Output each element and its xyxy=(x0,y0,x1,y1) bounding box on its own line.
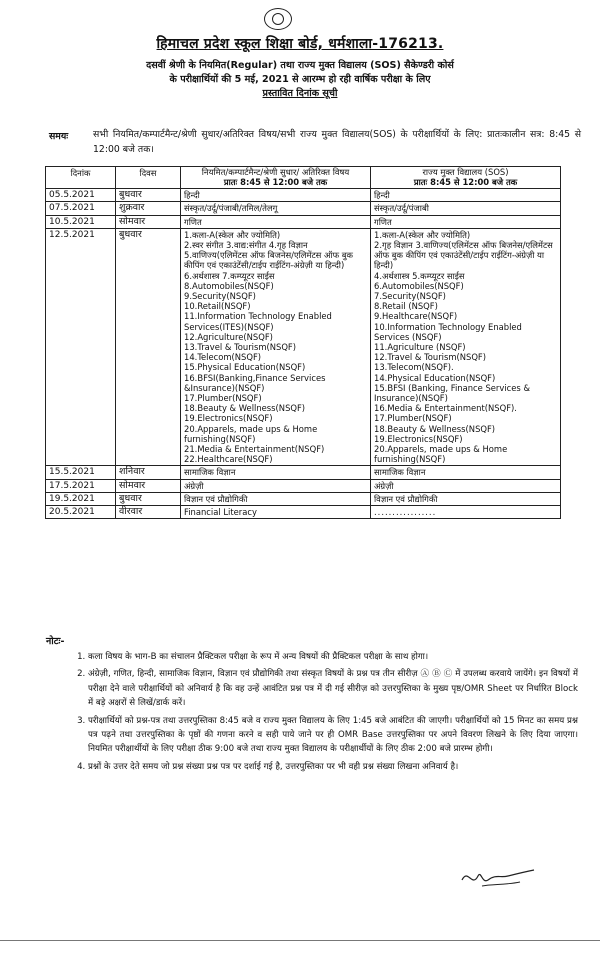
list-item: 18.Beauty & Wellness(NSQF) xyxy=(184,403,306,414)
notes-label: नोटः- xyxy=(46,636,65,647)
notes-list xyxy=(62,650,578,777)
row-sos-subject: विज्ञान एवं प्रौद्योगिकी xyxy=(371,492,561,505)
header-sos-title: राज्य मुक्त विद्यालय (SOS) xyxy=(422,167,509,177)
row-date: 05.5.2021 xyxy=(46,189,116,202)
list-item: 22.Healthcare(NSQF) xyxy=(184,454,273,465)
row-date: 17.5.2021 xyxy=(46,479,116,492)
page-bottom-rule xyxy=(0,940,600,941)
table-row xyxy=(46,466,561,479)
row-day: बुधवार xyxy=(116,189,181,202)
page-subtitle xyxy=(40,59,560,101)
list-item: 17.Plumber(NSQF) xyxy=(184,393,262,404)
subtitle-line-1: दसवीं श्रेणी के नियमित(Regular) तथा राज्य मुक्त विद्यालय (SOS) सैकेण्डरी कोर्स xyxy=(146,60,454,71)
row-day: शुक्रवार xyxy=(116,202,181,215)
row-regular-subject: संस्कृत/उर्दू/पंजाबी/तमिल/तेलगू xyxy=(181,202,371,215)
time-label: समयः xyxy=(49,131,69,142)
list-item: 6.Automobiles(NSQF) xyxy=(374,280,464,291)
table-row xyxy=(46,492,561,505)
table-row xyxy=(46,506,561,519)
list-item: 14.Telecom(NSQF) xyxy=(184,352,262,363)
list-item: 16.Media & Entertainment(NSQF). xyxy=(374,403,517,414)
list-item: 17.Plumber(NSQF) xyxy=(374,413,452,424)
list-item: 15.Physical Education(NSQF) xyxy=(184,362,306,373)
note-item: 3. परीक्षार्थियों को प्रश्न-पत्र तथा उत्तरपुस्तिका 8:45 बजे व राज्य मुक्त विद्यालय के लिए 1:45 बजे आबंटित की जाएगी। परीक्षार्थियों को 15 मिनट का समय प्रश्न पत्र पढ़ने तथा उत्तरपुस्तिका के पृष्ठों की गणना करने व सही पाये जाने पर ही OMR Base उत्तरपुस्तिका पर अपने विवरण लिखने के लिए दिया जाएगा। नियमित परीक्षार्थीयों के लिए परीक्षा ठीक 9:00 बजे तथा राज्य मुक्त विद्यालय के परीक्षार्थीयों के लिए ठीक 2:00 बजे प्रारम्भ होगी। xyxy=(88,714,578,757)
row-regular-subject: हिन्दी xyxy=(181,189,371,202)
row-regular-subject: गणित xyxy=(181,215,371,228)
list-item: 2.गृह विज्ञान 3.वाणिज्य(एलिमेंटस ऑफ बिजनेस/एलिमेंटस ऑफ बुक कीपिंग एवं एकाउंटेंसी/टाईप राईटिंग-अंग्रेज़ी या हिन्दी) xyxy=(374,240,553,271)
header-sos-time: प्रातः 8:45 से 12:00 बजे तक xyxy=(413,176,518,187)
row-sos-subject: संस्कृत/उर्दू/पंजाबी xyxy=(371,202,561,215)
list-item: 11.Agriculture (NSQF) xyxy=(374,342,466,353)
row-day: सोमवार xyxy=(116,479,181,492)
row-sos-subject: अंग्रेज़ी xyxy=(371,479,561,492)
row-sos-subject: सामाजिक विज्ञान xyxy=(371,466,561,479)
row-date: 07.5.2021 xyxy=(46,202,116,215)
list-item: 13.Travel & Tourism(NSQF) xyxy=(184,342,297,353)
time-text: सभी नियमित/कम्पार्टमैन्ट/श्रेणी सुधार/अतिरिक्त विषय/सभी राज्य मुक्त विद्यालय(SOS) के परीक्षार्थियों के लिए: प्रातःकालीन सत्र: 8:45 से 12:00 बजे तक। xyxy=(93,129,581,155)
table-row xyxy=(46,202,561,215)
list-item: 19.Electronics(NSQF) xyxy=(184,413,273,424)
row-day: बुधवार xyxy=(116,492,181,505)
row-regular-subject: Financial Literacy xyxy=(181,506,371,519)
page-title: हिमाचल प्रदेश स्कूल शिक्षा बोर्ड, धर्मशाला-176213. xyxy=(156,36,444,52)
table-header-row xyxy=(46,167,561,189)
row-regular-subject: विज्ञान एवं प्रौद्योगिकी xyxy=(181,492,371,505)
row-regular-subject: सामाजिक विज्ञान xyxy=(181,466,371,479)
signature-icon xyxy=(458,858,538,894)
list-item: 15.BFSI (Banking, Finance Services & Insurance)(NSQF) xyxy=(374,382,530,404)
list-item: 19.Electronics(NSQF) xyxy=(374,433,463,444)
row-day: सोमवार xyxy=(116,215,181,228)
row-date: 10.5.2021 xyxy=(46,215,116,228)
list-item: 1.कला-A(स्केल और ज्योमिति) xyxy=(374,229,471,240)
row-date: 19.5.2021 xyxy=(46,492,116,505)
list-item: 10.Retail(NSQF) xyxy=(184,301,251,312)
row-sos-subject: गणित xyxy=(371,215,561,228)
header-day: दिवस xyxy=(116,167,181,189)
row-day: वीरवार xyxy=(116,506,181,519)
list-item: 1.कला-A(स्केल और ज्योमिति) xyxy=(184,229,281,240)
list-item: 18.Beauty & Wellness(NSQF) xyxy=(374,423,496,434)
row-day: शनिवार xyxy=(116,466,181,479)
list-item: 21.Media & Entertainment(NSQF) xyxy=(184,444,325,455)
header-regular-title: नियमित/कम्पार्टमैन्ट/श्रेणी सुधार/ अतिरिक्त विषय xyxy=(201,167,350,177)
row-date: 15.5.2021 xyxy=(46,466,116,479)
list-item: 14.Physical Education(NSQF) xyxy=(374,372,496,383)
table-row xyxy=(46,189,561,202)
list-item: 8.Retail (NSQF) xyxy=(374,301,438,312)
subtitle-line-2: के परीक्षार्थियों की 5 मई, 2021 से आरम्भ हो रही वार्षिक परीक्षा के लिए xyxy=(169,74,431,85)
list-item: 13.Telecom(NSQF). xyxy=(374,362,454,373)
list-item: 8.Automobiles(NSQF) xyxy=(184,280,274,291)
row-day: बुधवार xyxy=(116,228,181,466)
note-item: 2. अंग्रेज़ी, गणित, हिन्दी, सामाजिक विज्ञान, विज्ञान एवं प्रौद्योगिकी तथा संस्कृत विषयों के प्रश्न पत्र तीन सीरीज़ Ⓐ Ⓑ Ⓒ में उपलब्ध करवाये जायेंगे। इन विषयों में परीक्षा देने वाले परीक्षार्थियों को अनिवार्य है कि वह उन्हें आवंटित प्रश्न पत्र में दी गई सीरीज़ को उत्तरपुस्तिका के मुख्य पृष्ठ/OMR Sheet पर निर्धारित Block में बड़े अक्षरों से लिखें/डार्क करें। xyxy=(88,667,578,710)
list-item: 12.Agriculture(NSQF) xyxy=(184,331,273,342)
list-item: 7.Security(NSQF) xyxy=(374,291,446,302)
list-item: 4.अर्थशास्त्र 5.कम्प्यूटर साईस xyxy=(374,270,465,281)
list-item: 20.Apparels, made ups & Home furnishing(NSQF) xyxy=(184,423,318,444)
list-item: 12.Travel & Tourism(NSQF) xyxy=(374,352,487,363)
list-item: 9.Security(NSQF) xyxy=(184,291,256,302)
list-item: 11.Information Technology Enabled Services(ITES)(NSQF) xyxy=(184,311,332,332)
note-item: 1. कला विषय के भाग-B का संचालन प्रैक्टिकल परीक्षा के रूप में अन्य विषयों की प्रैक्टिकल परीक्षा के साथ होगा। xyxy=(88,650,578,664)
exam-schedule-table xyxy=(45,166,561,519)
regular-subject-list xyxy=(181,228,371,466)
row-date: 20.5.2021 xyxy=(46,506,116,519)
row-date: 12.5.2021 xyxy=(46,228,116,466)
list-item: 2.स्वर संगीत 3.वाद्य:संगीत 4.गृह विज्ञान 5.वाणिज्य(एलिमेंटस ऑफ बिजनेस/एलिमेंटस ऑफ बुक कीपिंग एवं एकाउंटेंसी/टाईप राईटिंग-अंग्रेज़ी या हिन्दी) xyxy=(184,240,353,271)
header-sos xyxy=(371,167,561,189)
note-item: 4. प्रश्नों के उत्तर देते समय जो प्रश्न संख्या प्रश्न पत्र पर दर्शाई गई है, उत्तरपुस्तिका पर भी वही प्रश्न संख्या लिखना अनिवार्य है। xyxy=(88,760,578,774)
header-regular-time: प्रातः 8:45 से 12:00 बजे तक xyxy=(223,176,328,187)
row-regular-subject: अंग्रेज़ी xyxy=(181,479,371,492)
row-sos-subject: ................. xyxy=(371,506,561,519)
header-regular xyxy=(181,167,371,189)
list-item: 10.Information Technology Enabled Services (NSQF) xyxy=(374,321,522,342)
list-item: 20.Apparels, made ups & Home furnishing(NSQF) xyxy=(374,444,508,465)
list-item: 6.अर्थशास्त्र 7.कम्प्यूटर साईस xyxy=(184,270,275,281)
sos-subject-list xyxy=(371,228,561,466)
subtitle-line-3: प्रस्तावित दिनांक सूची xyxy=(262,88,338,99)
table-row xyxy=(46,479,561,492)
table-row xyxy=(46,215,561,228)
row-sos-subject: हिन्दी xyxy=(371,189,561,202)
header-date: दिनांक xyxy=(46,167,116,189)
table-row-vocational xyxy=(46,228,561,466)
list-item: 9.Healthcare(NSQF) xyxy=(374,311,458,322)
board-seal-icon xyxy=(264,8,292,30)
list-item: 16.BFSI(Banking,Finance Services &Insurance)(NSQF) xyxy=(184,372,326,393)
